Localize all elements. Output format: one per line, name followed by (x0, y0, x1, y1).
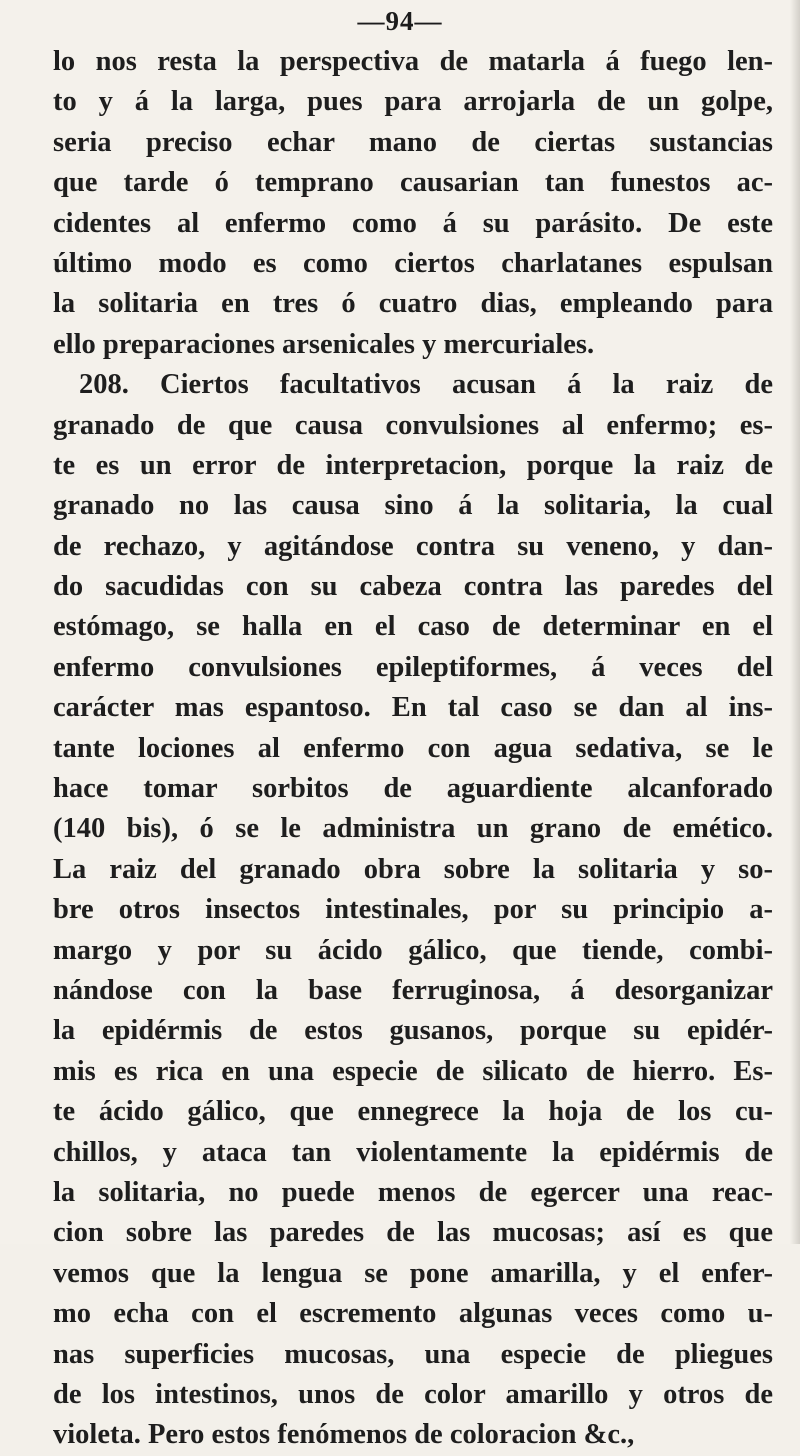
text-line: te es un error de interpretacion, porque la raiz de (53, 449, 773, 481)
text-line: de rechazo, y agitándose contra su veneno, y dan- (53, 530, 773, 562)
text-line: do sacudidas con su cabeza contra las paredes del (53, 571, 773, 603)
text-line: vemos que la lengua se pone amarilla, y el enfer- (53, 1257, 773, 1289)
paragraph-208-start: 208. Ciertos facultativos acusan á la raiz de (79, 369, 773, 401)
text-line: estómago, se halla en el caso de determinar en el (53, 611, 773, 643)
text-line: mo echa con el escremento algunas veces como u- (53, 1298, 773, 1330)
text-line: enfermo convulsiones epileptiformes, á veces del (53, 651, 773, 683)
text-line: carácter mas espantoso. En tal caso se dan al ins- (53, 692, 773, 724)
text-line: la solitaria en tres ó cuatro dias, empleando para (53, 288, 773, 320)
text-line: ello preparaciones arsenicales y mercuriales. (53, 328, 595, 360)
text-line: mis es rica en una especie de silicato de hierro. Es- (53, 1055, 773, 1087)
text-line: te ácido gálico, que ennegrece la hoja de los cu- (53, 1096, 773, 1128)
text-line: nas superficies mucosas, una especie de pliegues (53, 1338, 773, 1370)
text-line: chillos, y ataca tan violentamente la epidérmis de (53, 1136, 773, 1168)
text-line: la solitaria, no puede menos de egercer una reac- (53, 1176, 773, 1208)
text-line: margo y por su ácido gálico, que tiende, combi- (53, 934, 773, 966)
text-line: de los intestinos, unos de color amarillo y otros de (53, 1378, 773, 1410)
text-line: granado de que causa convulsiones al enfermo; es- (53, 409, 773, 441)
text-line: cidentes al enfermo como á su parásito. De este (53, 207, 773, 239)
text-line: lo nos resta la perspectiva de matarla á fuego len- (53, 46, 773, 77)
text-line: que tarde ó temprano causarian tan funestos ac- (53, 167, 773, 199)
text-line: cion sobre las paredes de las mucosas; así es que (53, 1217, 773, 1249)
text-line: nándose con la base ferruginosa, á desorganizar (53, 974, 773, 1006)
text-line: to y á la larga, pues para arrojarla de un golpe, (53, 86, 773, 118)
page-number: —94— (357, 6, 443, 36)
text-line: hace tomar sorbitos de aguardiente alcanforado (53, 773, 773, 805)
text-line: bre otros insectos intestinales, por su principio a- (53, 894, 773, 926)
text-line: seria preciso echar mano de ciertas sustancias (53, 126, 773, 158)
text-line: último modo es como ciertos charlatanes espulsan (53, 247, 773, 279)
text-line: la epidérmis de estos gusanos, porque su epidér- (53, 1015, 773, 1047)
text-line: granado no las causa sino á la solitaria, la cual (53, 490, 773, 522)
page-edge-shadow (790, 0, 800, 1244)
text-line: La raiz del granado obra sobre la solitaria y so- (53, 853, 773, 885)
text-line: violeta. Pero estos fenómenos de coloracion &c., (53, 1419, 635, 1451)
text-line: (140 bis), ó se le administra un grano de emético. (53, 813, 773, 845)
text-line: tante lociones al enfermo con agua sedativa, se le (53, 732, 773, 764)
